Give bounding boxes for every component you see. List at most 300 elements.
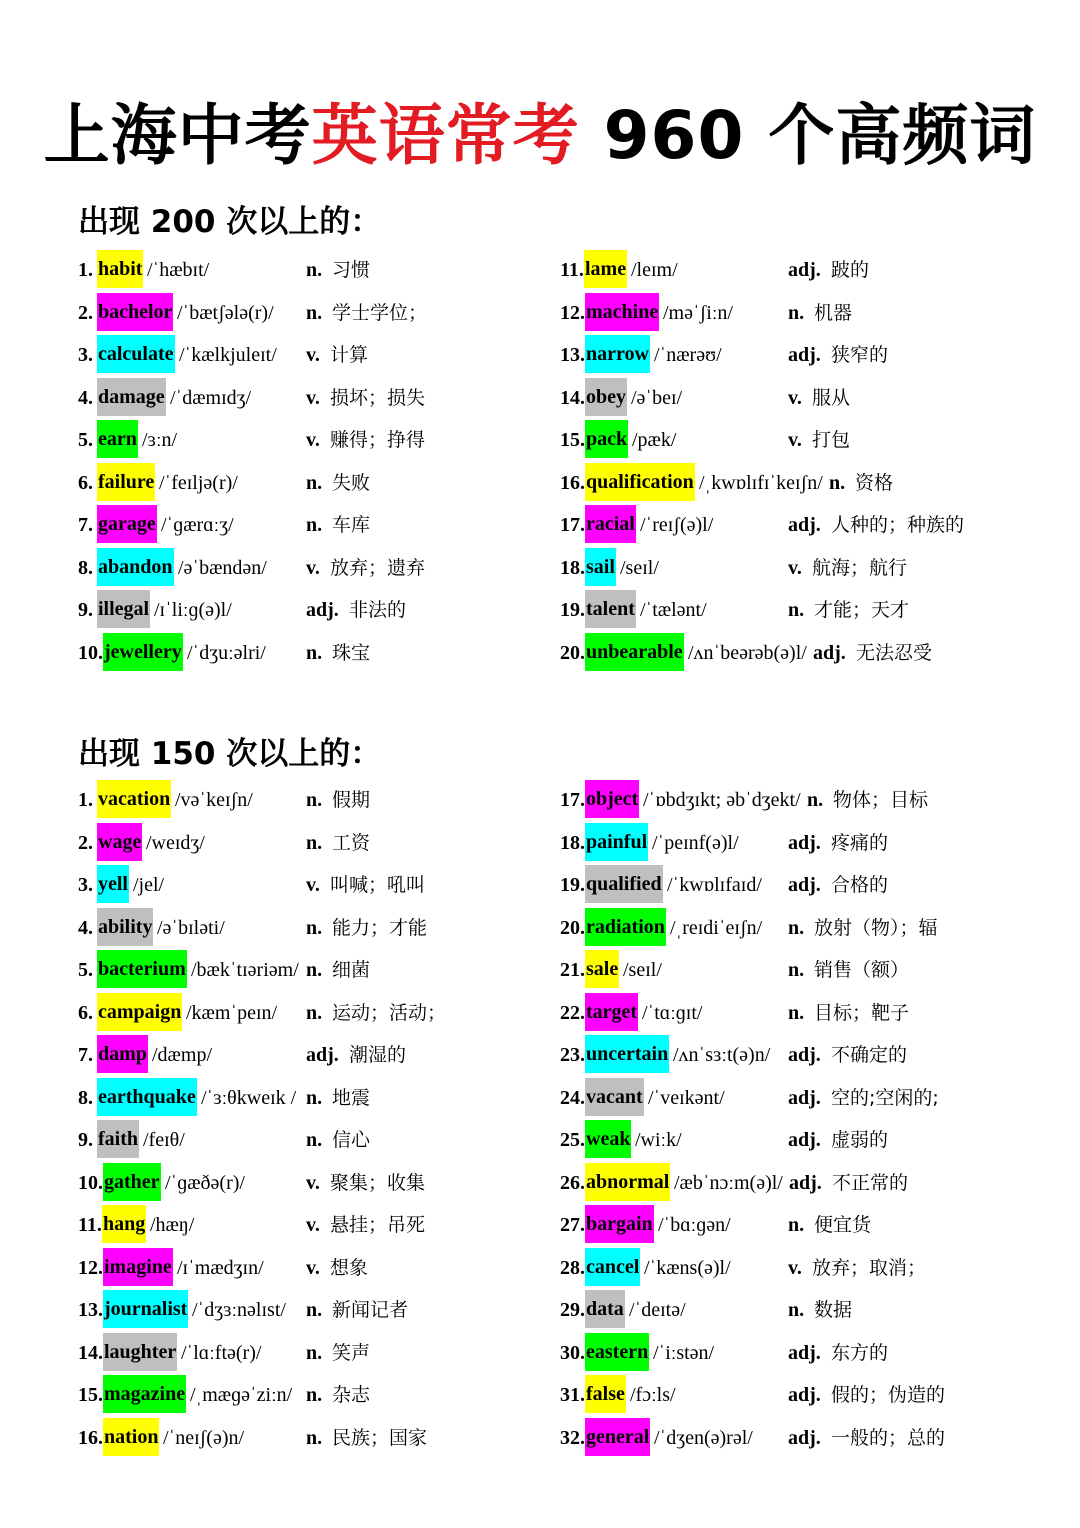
vocab-word: yell xyxy=(97,865,129,903)
phonetic: /əˈbeɪ/ xyxy=(631,386,683,409)
vocab-row xyxy=(78,1377,558,1413)
phonetic: /feɪθ/ xyxy=(143,1129,185,1151)
chinese-meaning: 计算 xyxy=(330,344,369,366)
vocab-word: damage xyxy=(97,378,166,416)
part-of-speech: v. xyxy=(788,556,802,579)
entry-number: 16. xyxy=(78,1426,103,1449)
phonetic: /ˈkælkjuleɪt/ xyxy=(179,344,277,366)
vocab-row xyxy=(560,910,1040,946)
chinese-meaning: 珠宝 xyxy=(332,641,371,664)
entry-number: 20. xyxy=(560,916,585,939)
part-of-speech: n. xyxy=(306,831,323,854)
chinese-meaning: 狭窄的 xyxy=(831,344,889,366)
entry-number: 2. xyxy=(78,831,93,854)
vocab-row xyxy=(560,825,1040,861)
vocab-word: racial xyxy=(585,505,636,543)
part-of-speech: adj. xyxy=(788,1384,821,1406)
chinese-meaning: 新闻记者 xyxy=(332,1299,409,1321)
entry-number: 18. xyxy=(560,556,585,579)
vocab-word: nation xyxy=(103,1418,159,1456)
vocab-row xyxy=(78,1037,558,1073)
entry-number: 15. xyxy=(78,1384,103,1406)
part-of-speech: adj. xyxy=(788,1086,821,1109)
phonetic: /vəˈkeɪʃn/ xyxy=(175,789,253,811)
chinese-meaning: 不确定的 xyxy=(831,1044,908,1066)
vocab-word: imagine xyxy=(103,1248,173,1286)
vocab-row xyxy=(560,952,1040,988)
phonetic: /ˈfeɪljə(r)/ xyxy=(159,471,238,494)
part-of-speech: n. xyxy=(788,959,805,981)
vocab-row xyxy=(78,507,558,543)
vocab-word: talent xyxy=(585,590,636,628)
entry-number: 12. xyxy=(560,301,585,324)
phonetic: /seɪl/ xyxy=(623,959,662,981)
entry-number: 21. xyxy=(560,959,585,981)
part-of-speech: n. xyxy=(788,916,805,939)
part-of-speech: n. xyxy=(807,789,824,811)
vocab-word: habit xyxy=(97,250,143,288)
chinese-meaning: 假的；伪造的 xyxy=(831,1384,946,1406)
vocab-word: sale xyxy=(585,950,619,988)
vocab-row xyxy=(560,1250,1040,1286)
phonetic: /ˈbɑːɡən/ xyxy=(658,1214,731,1236)
vocab-row xyxy=(78,1250,558,1286)
part-of-speech: v. xyxy=(306,874,320,896)
vocab-row xyxy=(560,1165,1040,1201)
entry-number: 25. xyxy=(560,1129,585,1151)
phonetic: /wiːk/ xyxy=(635,1129,682,1151)
part-of-speech: v. xyxy=(306,386,320,409)
phonetic: /ˈdʒuːəlri/ xyxy=(187,641,266,664)
phonetic: /ˈhæbɪt/ xyxy=(147,259,210,281)
vocab-word: jewellery xyxy=(103,633,183,671)
vocab-word: garage xyxy=(97,505,157,543)
chinese-meaning: 放弃；遗弃 xyxy=(330,556,426,579)
vocab-row xyxy=(78,422,558,458)
phonetic: /ˈkwɒlɪfaɪd/ xyxy=(667,874,762,896)
vocab-word: illegal xyxy=(97,590,150,628)
chinese-meaning: 习惯 xyxy=(332,259,371,281)
vocab-word: sail xyxy=(585,548,616,586)
phonetic: /ˈnærəʊ/ xyxy=(654,344,722,366)
vocab-row xyxy=(78,465,558,501)
entry-number: 27. xyxy=(560,1214,585,1236)
chinese-meaning: 运动；活动； xyxy=(332,1001,447,1024)
phonetic: /ʌnˈbeərəb(ə)l/ xyxy=(688,641,807,664)
chinese-meaning: 人种的；种族的 xyxy=(831,514,965,536)
part-of-speech: n. xyxy=(306,1341,323,1364)
entry-number: 32. xyxy=(560,1426,585,1449)
chinese-meaning: 一般的；总的 xyxy=(831,1426,946,1449)
phonetic: /ˈtɑːɡɪt/ xyxy=(642,1001,703,1024)
vocab-word: target xyxy=(585,993,638,1031)
chinese-meaning: 潮湿的 xyxy=(349,1044,407,1066)
vocab-row xyxy=(78,867,558,903)
vocab-word: vacation xyxy=(97,780,171,818)
entry-number: 20. xyxy=(560,641,585,664)
chinese-meaning: 放弃；取消； xyxy=(812,1256,927,1279)
part-of-speech: n. xyxy=(306,471,323,494)
vocab-word: pack xyxy=(585,420,628,458)
chinese-meaning: 资格 xyxy=(855,471,894,494)
part-of-speech: v. xyxy=(306,344,320,366)
part-of-speech: v. xyxy=(306,429,320,451)
chinese-meaning: 不正常的 xyxy=(832,1171,909,1194)
part-of-speech: v. xyxy=(788,429,802,451)
entry-number: 23. xyxy=(560,1044,585,1066)
entry-number: 7. xyxy=(78,1044,93,1066)
vocab-row xyxy=(78,995,558,1031)
vocab-row xyxy=(560,1377,1040,1413)
phonetic: /ʌnˈsɜːt(ə)n/ xyxy=(673,1044,771,1066)
phonetic: /jel/ xyxy=(133,874,165,896)
vocab-word: bargain xyxy=(585,1205,654,1243)
vocab-word: abnormal xyxy=(585,1163,670,1201)
part-of-speech: n. xyxy=(306,916,323,939)
part-of-speech: n. xyxy=(306,1129,323,1151)
part-of-speech: adj. xyxy=(788,1044,821,1066)
vocab-word: earn xyxy=(97,420,138,458)
phonetic: /ˈdæmɪdʒ/ xyxy=(170,386,252,409)
vocab-word: general xyxy=(585,1418,650,1456)
phonetic: /weɪdʒ/ xyxy=(146,831,205,854)
part-of-speech: adj. xyxy=(788,874,821,896)
vocab-row xyxy=(78,1335,558,1371)
entry-number: 10. xyxy=(78,641,103,664)
phonetic: /ˈɡæðə(r)/ xyxy=(165,1171,245,1194)
vocab-word: earthquake xyxy=(97,1078,197,1116)
part-of-speech: v. xyxy=(788,1256,802,1279)
phonetic: /ɜːn/ xyxy=(142,429,178,451)
part-of-speech: adj. xyxy=(788,1129,821,1151)
vocab-word: false xyxy=(585,1375,626,1413)
chinese-meaning: 便宜货 xyxy=(814,1214,872,1236)
part-of-speech: adj. xyxy=(788,259,821,281)
vocab-row xyxy=(78,1292,558,1328)
entry-number: 26. xyxy=(560,1171,585,1194)
part-of-speech: v. xyxy=(306,1256,320,1279)
chinese-meaning: 工资 xyxy=(332,831,371,854)
part-of-speech: adj. xyxy=(788,1426,821,1449)
vocab-word: magazine xyxy=(103,1375,186,1413)
vocab-row xyxy=(560,995,1040,1031)
entry-number: 5. xyxy=(78,959,93,981)
entry-number: 30. xyxy=(560,1341,585,1364)
chinese-meaning: 无法忍受 xyxy=(856,641,933,664)
part-of-speech: n. xyxy=(306,1086,323,1109)
vocab-row xyxy=(560,1420,1040,1456)
entry-number: 7. xyxy=(78,514,93,536)
phonetic: /əˈbɪləti/ xyxy=(157,916,225,939)
part-of-speech: v. xyxy=(306,1214,320,1236)
entry-number: 19. xyxy=(560,874,585,896)
entry-number: 13. xyxy=(560,344,585,366)
part-of-speech: n. xyxy=(306,514,323,536)
phonetic: /ˌreɪdiˈeɪʃn/ xyxy=(670,916,763,939)
vocab-row xyxy=(78,910,558,946)
part-of-speech: n. xyxy=(306,301,323,324)
vocab-word: qualification xyxy=(585,463,695,501)
vocab-word: calculate xyxy=(97,335,175,373)
chinese-meaning: 能力；才能 xyxy=(332,916,428,939)
vocab-row xyxy=(560,1292,1040,1328)
chinese-meaning: 细菌 xyxy=(332,959,371,981)
chinese-meaning: 销售（额） xyxy=(814,959,910,981)
vocab-row xyxy=(560,422,1040,458)
part-of-speech: adj. xyxy=(306,599,339,621)
chinese-meaning: 聚集；收集 xyxy=(330,1171,426,1194)
vocab-word: campaign xyxy=(97,993,182,1031)
part-of-speech: adj. xyxy=(788,514,821,536)
vocab-word: weak xyxy=(585,1120,631,1158)
part-of-speech: adj. xyxy=(788,344,821,366)
vocab-word: abandon xyxy=(97,548,174,586)
vocab-row xyxy=(78,635,558,671)
entry-number: 3. xyxy=(78,344,93,366)
entry-number: 8. xyxy=(78,1086,93,1109)
chinese-meaning: 目标；靶子 xyxy=(814,1001,910,1024)
vocab-row xyxy=(78,825,558,861)
section-heading-150: 出现 150 次以上的： xyxy=(78,736,382,772)
vocab-word: radiation xyxy=(585,908,666,946)
vocab-row xyxy=(560,380,1040,416)
phonetic: /ˈneɪʃ(ə)n/ xyxy=(163,1426,245,1449)
part-of-speech: n. xyxy=(306,1299,323,1321)
part-of-speech: n. xyxy=(306,641,323,664)
title-prefix: 上海中考 xyxy=(43,97,312,174)
entry-number: 5. xyxy=(78,429,93,451)
vocab-row xyxy=(560,507,1040,543)
entry-number: 18. xyxy=(560,831,585,854)
vocab-word: lame xyxy=(584,250,627,288)
phonetic: /məˈʃiːn/ xyxy=(663,301,733,324)
vocab-row xyxy=(560,635,1040,671)
vocab-word: painful xyxy=(585,823,648,861)
vocab-word: journalist xyxy=(103,1290,188,1328)
phonetic: /ˈveɪkənt/ xyxy=(648,1086,725,1109)
page-title xyxy=(0,82,1080,177)
vocab-row xyxy=(78,1122,558,1158)
chinese-meaning: 航海；航行 xyxy=(812,556,908,579)
entry-number: 11. xyxy=(78,1214,102,1236)
part-of-speech: adj. xyxy=(788,1341,821,1364)
part-of-speech: n. xyxy=(306,789,323,811)
vocab-word: cancel xyxy=(585,1248,640,1286)
vocab-row xyxy=(78,1207,558,1243)
vocab-word: machine xyxy=(585,293,659,331)
part-of-speech: v. xyxy=(306,1171,320,1194)
entry-number: 6. xyxy=(78,471,93,494)
vocab-row xyxy=(78,295,558,331)
part-of-speech: n. xyxy=(306,1426,323,1449)
vocab-row xyxy=(560,782,1040,818)
part-of-speech: n. xyxy=(306,959,323,981)
chinese-meaning: 车库 xyxy=(332,514,371,536)
phonetic: /ˈreɪʃ(ə)l/ xyxy=(640,514,714,536)
chinese-meaning: 失败 xyxy=(332,471,371,494)
phonetic: /ˈiːstən/ xyxy=(653,1341,715,1364)
part-of-speech: n. xyxy=(788,1214,805,1236)
vocab-row xyxy=(78,952,558,988)
part-of-speech: n. xyxy=(788,301,805,324)
entry-number: 29. xyxy=(560,1299,585,1321)
chinese-meaning: 笑声 xyxy=(332,1341,371,1364)
vocab-row xyxy=(560,867,1040,903)
vocab-word: damp xyxy=(97,1035,148,1073)
phonetic: /ˈɡærɑːʒ/ xyxy=(161,514,234,536)
vocab-row xyxy=(560,550,1040,586)
phonetic: /əˈbændən/ xyxy=(178,556,267,579)
vocab-row xyxy=(78,782,558,818)
vocab-row xyxy=(560,337,1040,373)
entry-number: 14. xyxy=(78,1341,103,1364)
vocab-row xyxy=(78,1080,558,1116)
chinese-meaning: 才能；天才 xyxy=(814,599,910,621)
chinese-meaning: 数据 xyxy=(814,1299,853,1321)
part-of-speech: adj. xyxy=(788,831,821,854)
phonetic: /pæk/ xyxy=(632,429,677,451)
part-of-speech: n. xyxy=(306,1384,323,1406)
entry-number: 12. xyxy=(78,1256,103,1279)
entry-number: 14. xyxy=(560,386,585,409)
vocab-word: gather xyxy=(103,1163,161,1201)
vocab-word: eastern xyxy=(585,1333,649,1371)
entry-number: 22. xyxy=(560,1001,585,1024)
chinese-meaning: 民族；国家 xyxy=(332,1426,428,1449)
vocab-word: hang xyxy=(102,1205,146,1243)
part-of-speech: n. xyxy=(829,471,846,494)
vocab-row xyxy=(78,252,558,288)
chinese-meaning: 赚得；挣得 xyxy=(330,429,426,451)
vocab-word: ability xyxy=(97,908,153,946)
vocab-word: uncertain xyxy=(585,1035,669,1073)
entry-number: 8. xyxy=(78,556,93,579)
vocab-word: object xyxy=(585,780,639,818)
chinese-meaning: 合格的 xyxy=(831,874,889,896)
chinese-meaning: 学士学位； xyxy=(332,301,428,324)
part-of-speech: v. xyxy=(306,556,320,579)
chinese-meaning: 跛的 xyxy=(831,259,870,281)
vocab-word: vacant xyxy=(585,1078,644,1116)
phonetic: /ɪˈmædʒɪn/ xyxy=(177,1256,264,1279)
entry-number: 16. xyxy=(560,471,585,494)
chinese-meaning: 空的;空闲的; xyxy=(831,1086,939,1109)
phonetic: /ˈlɑːftə(r)/ xyxy=(181,1341,262,1364)
phonetic: /æbˈnɔːm(ə)l/ xyxy=(674,1171,783,1194)
entry-number: 1. xyxy=(78,789,93,811)
phonetic: /kæmˈpeɪn/ xyxy=(186,1001,278,1024)
entry-number: 4. xyxy=(78,916,93,939)
part-of-speech: n. xyxy=(306,1001,323,1024)
chinese-meaning: 打包 xyxy=(812,429,851,451)
entry-number: 6. xyxy=(78,1001,93,1024)
vocab-row xyxy=(78,550,558,586)
vocab-row xyxy=(560,1037,1040,1073)
vocab-row xyxy=(78,592,558,628)
vocab-row xyxy=(78,337,558,373)
phonetic: /ˈtælənt/ xyxy=(640,599,707,621)
part-of-speech: adj. xyxy=(306,1044,339,1066)
entry-number: 17. xyxy=(560,789,585,811)
vocab-word: laughter xyxy=(103,1333,177,1371)
chinese-meaning: 东方的 xyxy=(831,1341,889,1364)
part-of-speech: adj. xyxy=(789,1171,822,1194)
chinese-meaning: 悬挂；吊死 xyxy=(330,1214,426,1236)
phonetic: /dæmp/ xyxy=(152,1044,213,1066)
phonetic: /hæŋ/ xyxy=(150,1214,195,1236)
entry-number: 13. xyxy=(78,1299,103,1321)
vocab-word: data xyxy=(585,1290,625,1328)
chinese-meaning: 机器 xyxy=(814,301,853,324)
entry-number: 3. xyxy=(78,874,93,896)
part-of-speech: adj. xyxy=(813,641,846,664)
vocab-word: unbearable xyxy=(585,633,684,671)
phonetic: /ɪˈliːɡ(ə)l/ xyxy=(154,599,232,621)
phonetic: /fɔːls/ xyxy=(630,1384,676,1406)
part-of-speech: n. xyxy=(788,1299,805,1321)
part-of-speech: v. xyxy=(788,386,802,409)
vocab-row xyxy=(78,1165,558,1201)
chinese-meaning: 物体；目标 xyxy=(833,789,929,811)
title-suffix: 960 个高频词 xyxy=(579,97,1037,174)
chinese-meaning: 虚弱的 xyxy=(831,1129,889,1151)
vocab-word: qualified xyxy=(585,865,663,903)
phonetic: /ˌmæɡəˈziːn/ xyxy=(190,1384,293,1406)
vocab-row xyxy=(560,1080,1040,1116)
entry-number: 11. xyxy=(560,259,584,281)
phonetic: /ˈdeɪtə/ xyxy=(629,1299,686,1321)
phonetic: /ˈdʒen(ə)rəl/ xyxy=(654,1426,753,1449)
phonetic: /ˈkæns(ə)l/ xyxy=(644,1256,731,1279)
phonetic: /ˈɜːθkweɪk / xyxy=(201,1086,297,1109)
entry-number: 24. xyxy=(560,1086,585,1109)
section-heading-200: 出现 200 次以上的： xyxy=(78,204,382,240)
vocab-row xyxy=(560,592,1040,628)
phonetic: /seɪl/ xyxy=(620,556,659,579)
entry-number: 4. xyxy=(78,386,93,409)
vocab-word: faith xyxy=(97,1120,139,1158)
vocab-word: bacterium xyxy=(97,950,187,988)
entry-number: 1. xyxy=(78,259,93,281)
chinese-meaning: 叫喊；吼叫 xyxy=(330,874,426,896)
chinese-meaning: 想象 xyxy=(330,1256,369,1279)
vocab-row xyxy=(560,252,1040,288)
phonetic: /bækˈtɪəriəm/ xyxy=(191,959,299,981)
chinese-meaning: 杂志 xyxy=(332,1384,371,1406)
entry-number: 15. xyxy=(560,429,585,451)
vocab-row xyxy=(78,1420,558,1456)
vocab-row xyxy=(560,1207,1040,1243)
phonetic: /ˈɒbdʒɪkt; əbˈdʒekt/ xyxy=(643,789,801,811)
chinese-meaning: 地震 xyxy=(332,1086,371,1109)
vocab-row xyxy=(560,1335,1040,1371)
entry-number: 28. xyxy=(560,1256,585,1279)
chinese-meaning: 疼痛的 xyxy=(831,831,889,854)
vocab-row xyxy=(560,1122,1040,1158)
chinese-meaning: 假期 xyxy=(332,789,371,811)
vocab-row xyxy=(78,380,558,416)
entry-number: 9. xyxy=(78,599,93,621)
vocab-word: wage xyxy=(97,823,142,861)
chinese-meaning: 信心 xyxy=(332,1129,371,1151)
vocab-row xyxy=(560,465,1040,501)
chinese-meaning: 损坏；损失 xyxy=(330,386,426,409)
chinese-meaning: 非法的 xyxy=(349,599,407,621)
vocab-word: obey xyxy=(585,378,627,416)
chinese-meaning: 服从 xyxy=(812,386,851,409)
part-of-speech: n. xyxy=(306,259,323,281)
phonetic: /ˈbætʃələ(r)/ xyxy=(177,301,274,324)
